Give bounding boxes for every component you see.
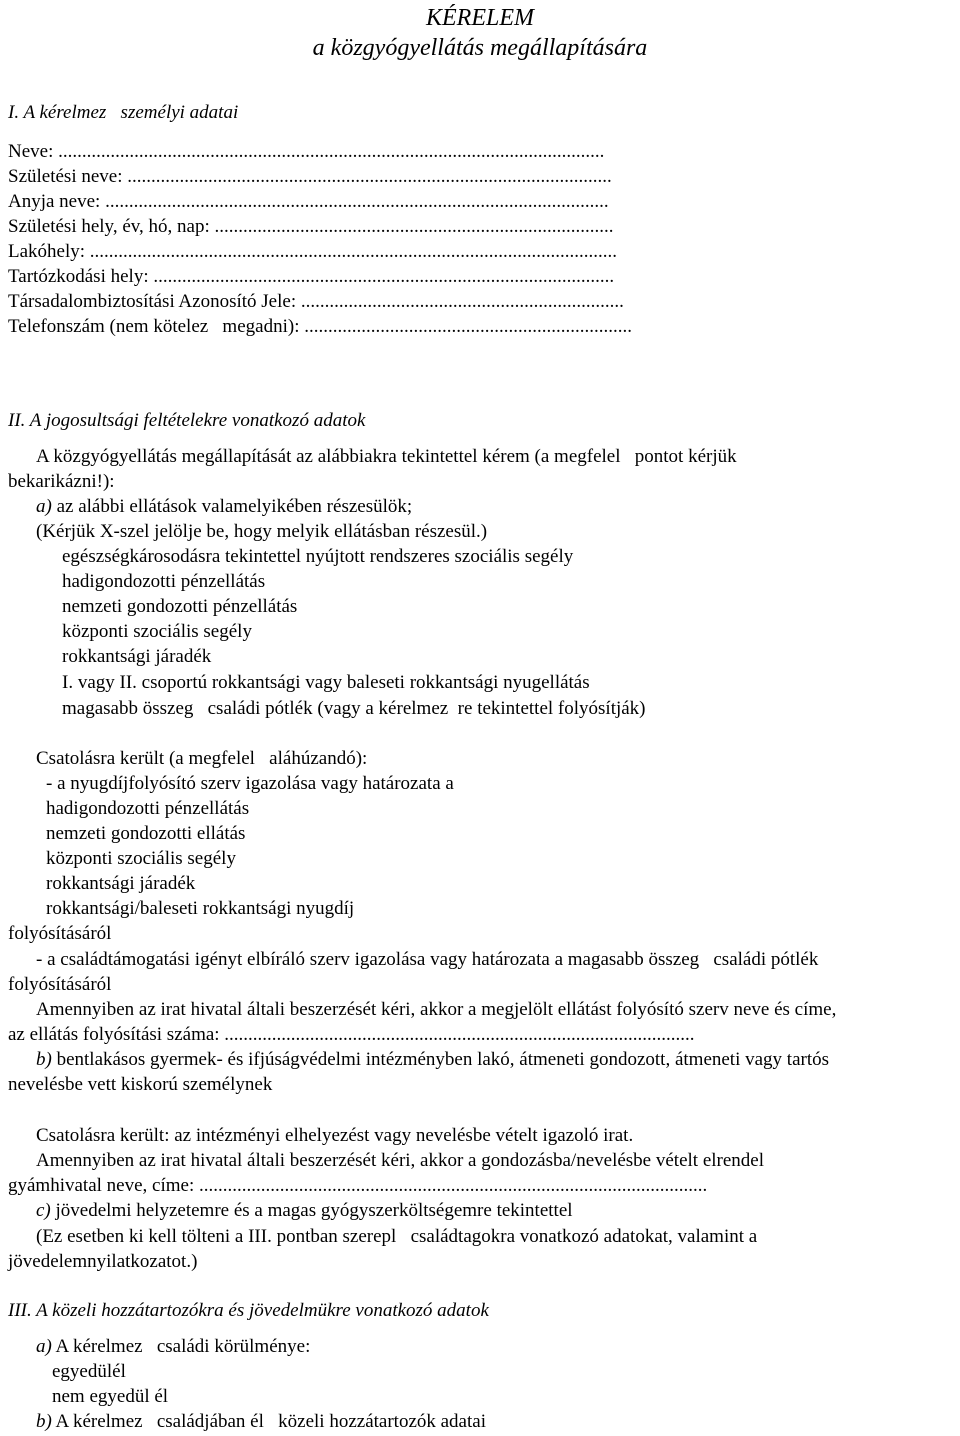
field-taj-number: Társadalombiztosítási Azonosító Jele: .................................................................... <box>8 291 624 312</box>
benefit-item: egészségkárosodásra tekintettel nyújtott rendszeres szociális segély <box>62 546 574 567</box>
option-c-note-cont: jövedelemnyilatkozatot.) <box>8 1251 198 1272</box>
document-subtitle: a közgyógyellátás megállapítására <box>312 35 648 61</box>
option-b-text: bentlakásos gyermek- és ifjúságvédelmi intézményben lakó, átmeneti gondozott, átmeneti vagy tartós <box>51 1049 830 1070</box>
section-3-a-text: A kérelmez családi körülménye: <box>51 1336 311 1357</box>
option-a-text: az alábbi ellátások valamelyikében részesülök; <box>51 496 413 517</box>
benefit-item: I. vagy II. csoportú rokkantsági vagy baleseti rokkantsági nyugellátás <box>62 672 590 693</box>
document-title: KÉRELEM <box>426 5 534 31</box>
option-c-note: (Ez esetben ki kell tölteni a III. pontban szerepl családtagokra vonatkozó adatokat, valamint a <box>36 1226 758 1247</box>
option-a-note: (Kérjük X-szel jelölje be, hogy melyik ellátásban részesül.) <box>36 521 488 542</box>
field-birth-place-date: Születési hely, év, hó, nap: .................................................................................... <box>8 216 614 237</box>
attach-heading: Csatolásra került (a megfelel aláhúzandó): <box>36 748 368 769</box>
office-request-2-cont: gyámhivatal neve, címe: ........................................................................................................... <box>8 1175 708 1196</box>
living-option: egyedülél <box>52 1361 126 1382</box>
benefit-item: hadigondozotti pénzellátás <box>62 571 266 592</box>
option-a <box>36 496 412 518</box>
option-b-attach: Csatolásra került: az intézményi elhelyezést vagy nevelésbe vételt igazoló irat. <box>36 1125 634 1146</box>
option-b-cont: nevelésbe vett kiskorú személynek <box>8 1074 273 1095</box>
field-mother-name: Anyja neve: .......................................................................................................... <box>8 191 609 212</box>
section-3-heading: III. A közeli hozzátartozókra és jövedelmükre vonatkozó adatok <box>8 1300 489 1321</box>
attach-item: rokkantsági járadék <box>46 873 196 894</box>
family-allowance-line-cont: folyósításáról <box>8 974 112 995</box>
field-residence: Lakóhely: ............................................................................................................... <box>8 241 618 262</box>
office-request-1-cont: az ellátás folyósítási száma: ................................................................................................... <box>8 1024 695 1045</box>
attach-item: hadigondozotti pénzellátás <box>46 798 250 819</box>
field-phone: Telefonszám (nem kötelez megadni): ..................................................................... <box>8 316 632 337</box>
section-3-a-label: a) <box>36 1336 52 1357</box>
office-request-2: Amennyiben az irat hivatal általi beszerzését kéri, akkor a gondozásba/nevelésbe vételt elrendel <box>36 1150 765 1171</box>
section-2-heading: II. A jogosultsági feltételekre vonatkozó adatok <box>8 410 366 431</box>
benefit-item: központi szociális segély <box>62 621 252 642</box>
option-c <box>36 1200 573 1222</box>
section-2-intro: A közgyógyellátás megállapítását az alábbiakra tekintettel kérem (a megfelel pontot kérjük <box>36 446 737 467</box>
field-stay-address: Tartózkodási hely: ................................................................................................. <box>8 266 615 287</box>
option-b-label: b) <box>36 1049 52 1070</box>
benefit-item: nemzeti gondozotti pénzellátás <box>62 596 298 617</box>
section-3-b-text: A kérelmez családjában él közeli hozzátartozók adatai <box>51 1411 486 1432</box>
attach-item: központi szociális segély <box>46 848 236 869</box>
section-1-heading: I. A kérelmez személyi adatai <box>8 102 239 123</box>
benefit-item: magasabb összeg családi pótlék (vagy a kérelmez re tekintettel folyósítják) <box>62 698 646 719</box>
field-name: Neve: ................................................................................................................... <box>8 141 605 162</box>
section-3-b-label: b) <box>36 1411 52 1432</box>
attach-item: nemzeti gondozotti ellátás <box>46 823 246 844</box>
option-c-label: c) <box>36 1200 51 1221</box>
benefit-item: rokkantsági járadék <box>62 646 212 667</box>
field-birth-name: Születési neve: ...................................................................................................... <box>8 166 612 187</box>
option-c-text: jövedelmi helyzetemre és a magas gyógyszerköltségemre tekintettel <box>50 1200 573 1221</box>
section-3-option-b <box>36 1411 486 1433</box>
family-allowance-line: - a családtámogatási igényt elbíráló szerv igazolása vagy határozata a magasabb összeg családi pótlék <box>36 949 819 970</box>
section-3-option-a <box>36 1336 310 1358</box>
option-a-label: a) <box>36 496 52 517</box>
attach-item: rokkantsági/baleseti rokkantsági nyugdíj <box>46 898 355 919</box>
attach-tail: folyósításáról <box>8 923 112 944</box>
option-b <box>36 1049 829 1071</box>
attach-item: - a nyugdíjfolyósító szerv igazolása vagy határozata a <box>46 773 454 794</box>
office-request-1: Amennyiben az irat hivatal általi beszerzését kéri, akkor a megjelölt ellátást folyósító szerv neve és címe, <box>36 999 837 1020</box>
section-2-intro-cont: bekarikázni!): <box>8 471 115 492</box>
living-option: nem egyedül él <box>52 1386 169 1407</box>
